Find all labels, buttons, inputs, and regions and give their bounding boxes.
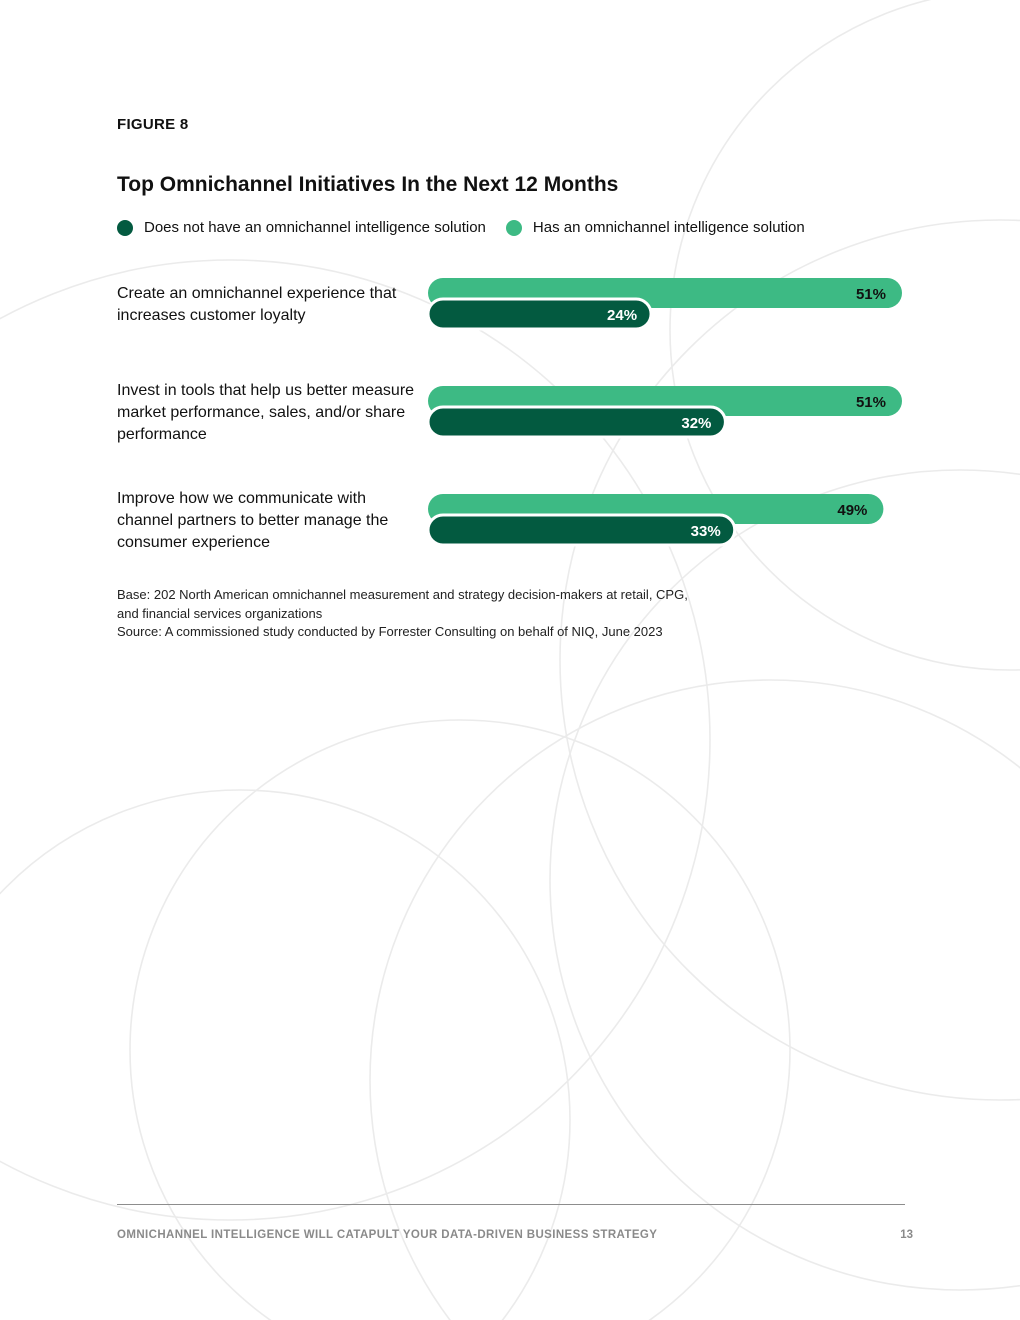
bar-label-has-solution-1: 51% [855, 394, 886, 411]
chart-title: Top Omnichannel Initiatives In the Next 12 Months [117, 173, 619, 196]
bar-label-no-solution-0: 24% [607, 307, 638, 324]
category-label-partners: Improve how we communicate with channel partners to better manage the consumer experience [117, 490, 389, 551]
chart-notes [117, 586, 688, 642]
legend-label-no-solution: Does not have an omnichannel intelligence solution [144, 219, 486, 236]
footer-title: OMNICHANNEL INTELLIGENCE WILL CATAPULT YOUR DATA-DRIVEN BUSINESS STRATEGY [117, 1229, 658, 1241]
bar-label-no-solution-1: 32% [681, 415, 712, 432]
base-note-continued: and financial services organizations [117, 605, 323, 621]
source-note: Source: A commissioned study conducted by Forrester Consulting on behalf of NIQ, June 2023 [117, 624, 663, 639]
figure-label: FIGURE 8 [117, 116, 189, 133]
category-label-tools: Invest in tools that help us better measure market performance, sales, and/or share performance [117, 382, 415, 443]
bar-no-solution-2 [428, 515, 735, 545]
base-note: Base: 202 North American omnichannel measurement and strategy decision-makers at retail, CPG, [117, 587, 688, 602]
legend-label-has-solution: Has an omnichannel intelligence solution [532, 219, 805, 236]
bar-label-has-solution-0: 51% [855, 286, 886, 303]
category-label-loyalty: Create an omnichannel experience that increases customer loyalty [117, 285, 397, 324]
footer-divider [117, 1204, 905, 1205]
bar-label-no-solution-2: 33% [690, 523, 721, 540]
bar-label-has-solution-2: 49% [837, 502, 868, 519]
page-number: 13 [900, 1229, 913, 1241]
